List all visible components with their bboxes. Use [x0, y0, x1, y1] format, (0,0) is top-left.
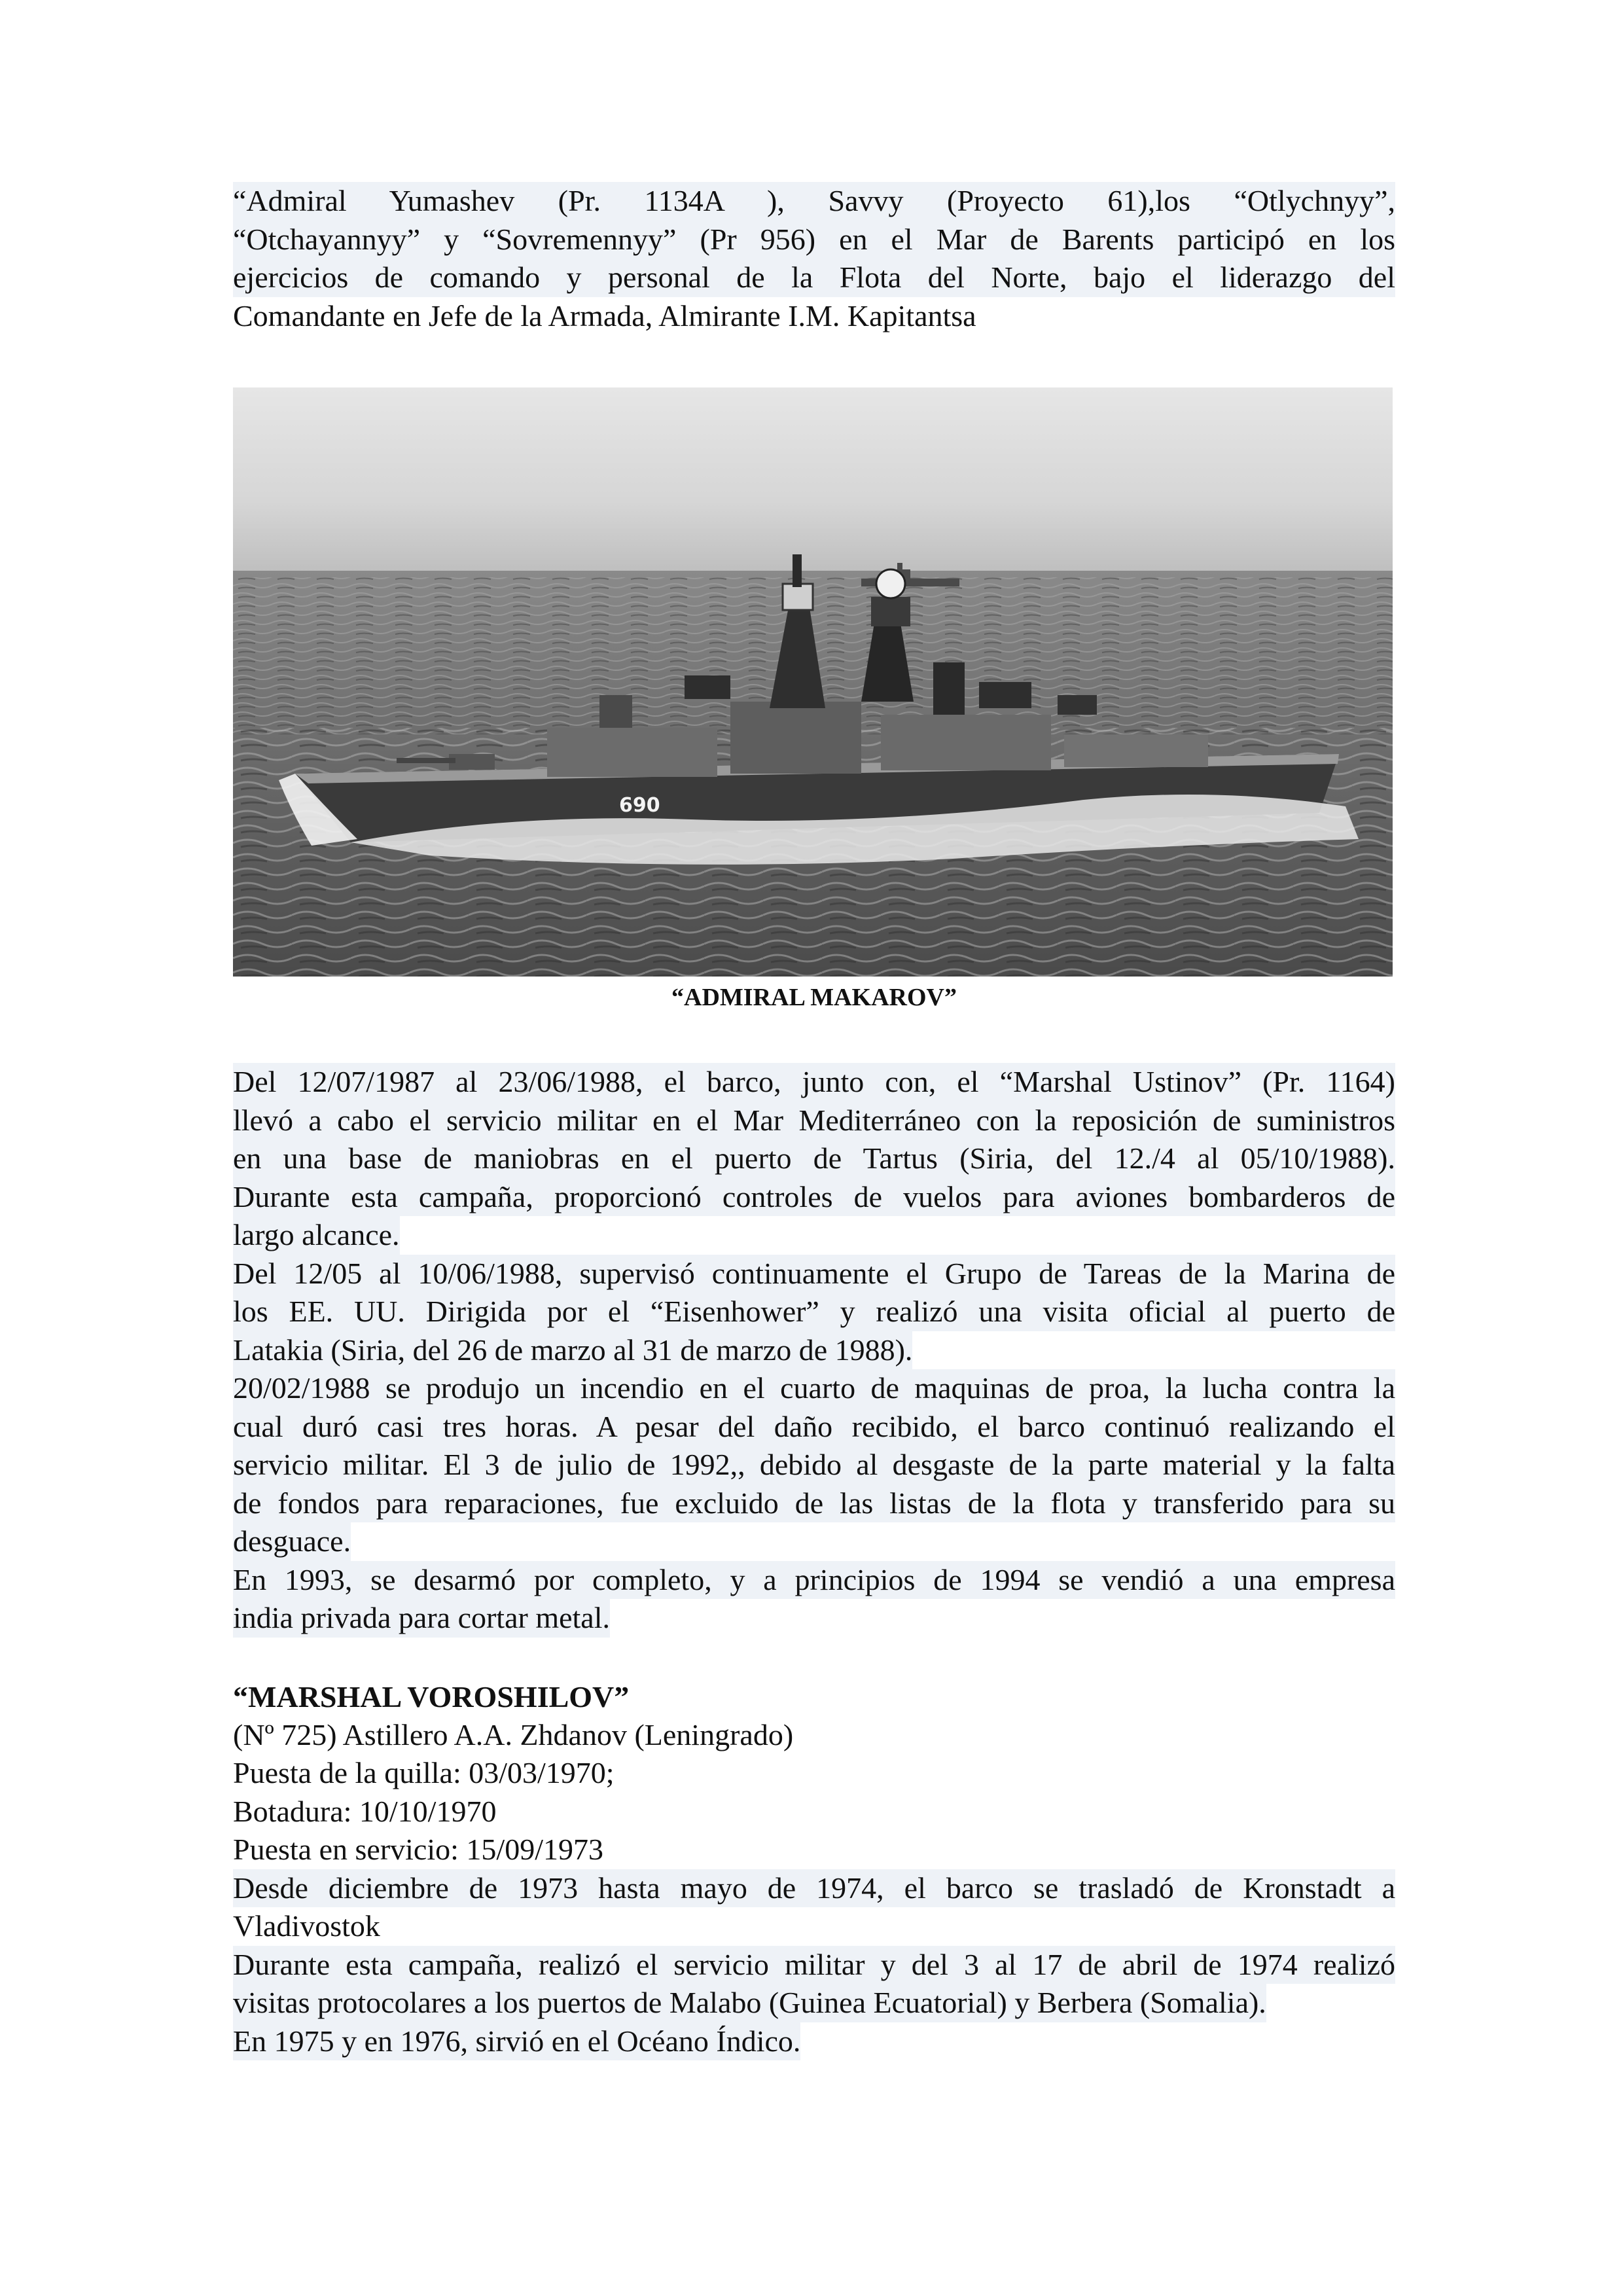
- section-line: Desde diciembre de 1973 hasta mayo de 1974, el barco se trasladó de Kronstadt a: [233, 1869, 1395, 1908]
- section-line: En 1975 y en 1976, sirvió en el Océano Índico.: [233, 2022, 800, 2061]
- intro-line: ejercicios de comando y personal de la Flota del Norte, bajo el liderazgo del: [233, 259, 1395, 297]
- body-line: En 1993, se desarmó por completo, y a principios de 1994 se vendió a una empresa: [233, 1561, 1395, 1600]
- body-line: Del 12/05 al 10/06/1988, supervisó continuamente el Grupo de Tareas de la Marina de: [233, 1255, 1395, 1293]
- body-paragraph: [233, 1063, 1395, 1638]
- body-line: cual duró casi tres horas. A pesar del daño recibido, el barco continuó realizando el: [233, 1408, 1395, 1446]
- photo-caption: “ADMIRAL MAKAROV”: [671, 984, 957, 1011]
- intro-paragraph: [233, 182, 1395, 335]
- body-line: servicio militar. El 3 de julio de 1992,, debido al desgaste de la parte material y la falta: [233, 1446, 1395, 1484]
- body-line: Del 12/07/1987 al 23/06/1988, el barco, junto con, el “Marshal Ustinov” (Pr. 1164): [233, 1063, 1395, 1102]
- intro-line: “Admiral Yumashev (Pr. 1134A ), Savvy (Proyecto 61),los “Otlychnyy”,: [233, 182, 1395, 221]
- body-line: india privada para cortar metal.: [233, 1599, 610, 1638]
- body-line: 20/02/1988 se produjo un incendio en el cuarto de maquinas de proa, la lucha contra la: [233, 1369, 1395, 1408]
- section-line: Durante esta campaña, realizó el servicio militar y del 3 al 17 de abril de 1974 realizó: [233, 1946, 1395, 1984]
- section-line: visitas protocolares a los puertos de Malabo (Guinea Ecuatorial) y Berbera (Somalia).: [233, 1984, 1266, 2022]
- body-line: en una base de maniobras en el puerto de Tartus (Siria, del 12./4 al 05/10/1988).: [233, 1139, 1395, 1178]
- section-marshal-voroshilov: [233, 1678, 1395, 2061]
- ship-photo: [233, 387, 1393, 977]
- body-line: largo alcance.: [233, 1216, 400, 1255]
- hull-number: 690: [619, 794, 660, 817]
- body-line: Latakia (Siria, del 26 de marzo al 31 de marzo de 1988).: [233, 1331, 912, 1370]
- body-line: llevó a cabo el servicio militar en el Mar Mediterráneo con la reposición de suministros: [233, 1102, 1395, 1140]
- intro-line: “Otchayannyy” y “Sovremennyy” (Pr 956) en el Mar de Barents participó en los: [233, 221, 1395, 259]
- section-line: (Nº 725) Astillero A.A. Zhdanov (Leningrado): [233, 1717, 794, 1751]
- body-line: los EE. UU. Dirigida por el “Eisenhower” y realizó una visita oficial al puerto de: [233, 1293, 1395, 1331]
- section-heading: “MARSHAL VOROSHILOV”: [233, 1679, 630, 1713]
- section-body: [233, 1716, 1395, 2061]
- section-line: Puesta en servicio: 15/09/1973: [233, 1833, 603, 1866]
- body-line: desguace.: [233, 1522, 351, 1561]
- body-line: de fondos para reparaciones, fue excluido de las listas de la flota y transferido para su: [233, 1484, 1395, 1523]
- section-line: Puesta de la quilla: 03/03/1970;: [233, 1756, 615, 1789]
- body-line: Durante esta campaña, proporcionó controles de vuelos para aviones bombarderos de: [233, 1178, 1395, 1217]
- section-line: Botadura: 10/10/1970: [233, 1794, 497, 1828]
- intro-line: Comandante en Jefe de la Armada, Almirante I.M. Kapitantsa: [233, 298, 976, 332]
- document-page: [233, 182, 1395, 2060]
- section-line: Vladivostok: [233, 1909, 380, 1943]
